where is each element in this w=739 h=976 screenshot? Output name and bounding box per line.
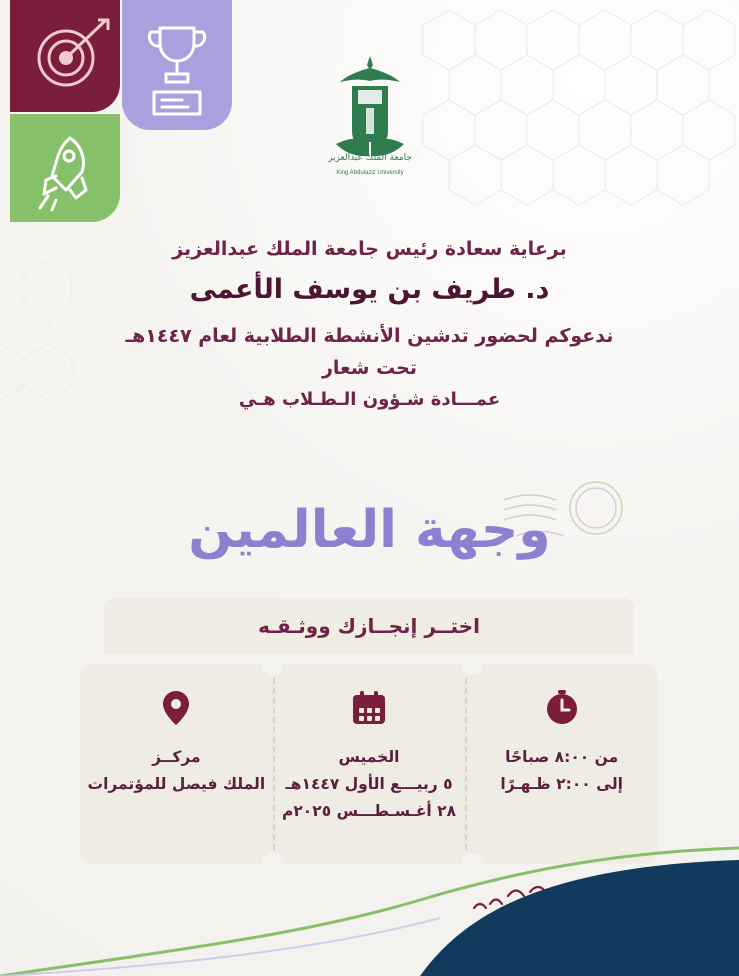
- headline-block: [0, 238, 739, 410]
- location-line-2: الملك فيصل للمؤتمرات: [87, 775, 266, 794]
- calendar-icon: [349, 688, 389, 728]
- date-line-1: الخميس: [338, 748, 400, 766]
- svg-text:جامعة الملك عبدالعزيز: جامعة الملك عبدالعزيز: [327, 153, 412, 163]
- detail-time: [465, 664, 658, 864]
- detail-location-text: [88, 744, 266, 798]
- date-line-3: ٢٨ أغـسـطـــس ٢٠٢٥م: [281, 802, 457, 821]
- patron-line: برعاية سعادة رئيس جامعة الملك عبدالعزيز: [172, 238, 567, 260]
- detail-date-text: [282, 744, 456, 825]
- svg-text:King Abdulaziz University: King Abdulaziz University: [335, 170, 404, 176]
- under-slogan-label: تحت شعار: [321, 357, 418, 379]
- main-slogan: وجهة العالمين: [188, 500, 551, 560]
- invite-line: ندعوكم لحضور تدشين الأنشطة الطلابية لعام ١٤٤٧هـ: [125, 325, 614, 347]
- time-line-1: من ٨:٠٠ صباحًا: [505, 748, 619, 766]
- king-abdulaziz-university-logo: [306, 52, 434, 192]
- logo-wrapper: [0, 52, 739, 192]
- birds-decoration: [468, 882, 578, 922]
- department-line: عمـــادة شـؤون الـطـلاب هـي: [238, 389, 501, 410]
- detail-time-text: [500, 744, 623, 798]
- location-line-1: مركــز: [152, 748, 201, 766]
- patron-name: د. طريف بن يوسف الأعمى: [189, 274, 550, 305]
- location-pin-icon: [156, 688, 196, 728]
- detail-location: [80, 664, 273, 864]
- date-line-2: ٥ ربيـــع الأول ١٤٤٧هـ: [285, 775, 453, 794]
- clock-icon: [542, 688, 582, 728]
- time-line-2: إلى ٢:٠٠ ظـهـرًا: [500, 775, 623, 794]
- tagline-bar: اختــر إنجــازك ووثـقـه: [104, 598, 634, 654]
- detail-date: [273, 664, 466, 864]
- event-details-ticket: [80, 664, 658, 864]
